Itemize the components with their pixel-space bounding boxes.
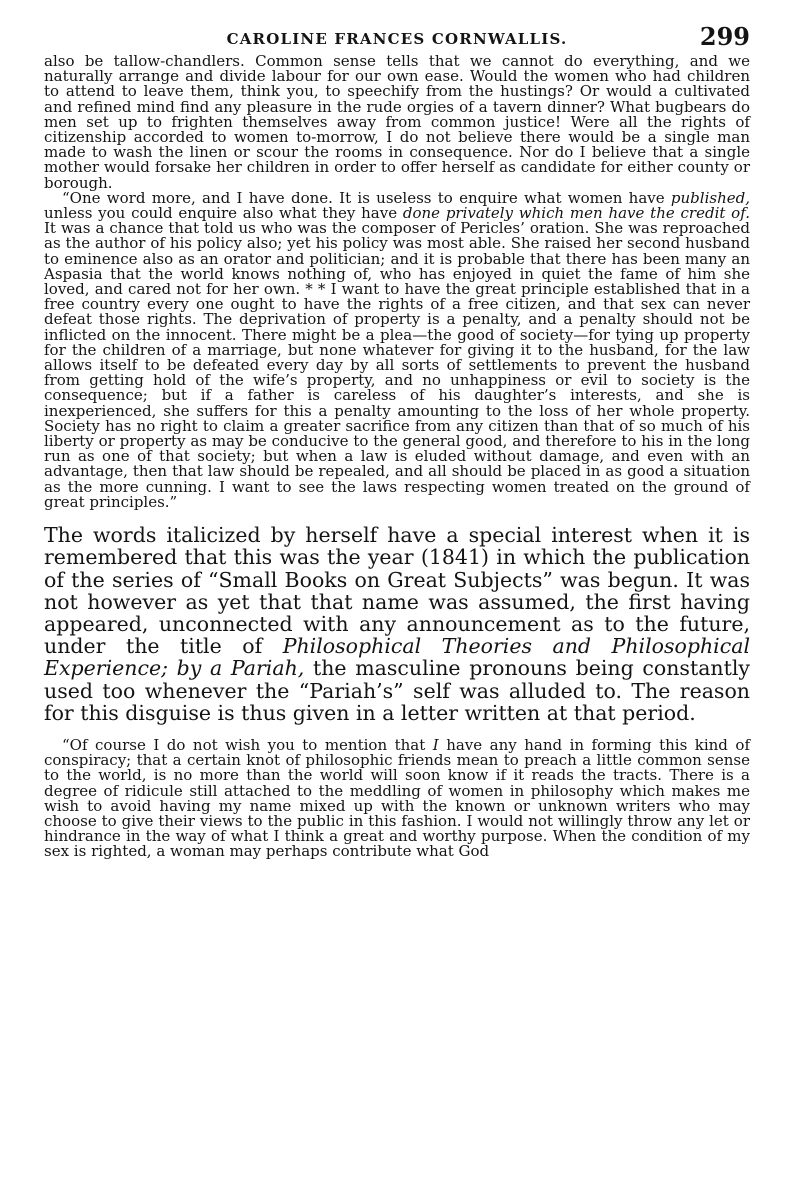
italic-text: done privately which men have the credit of. [402,204,750,223]
quote-text: It was a chance that told us who was the composer of Pericles’ oration. She was reproached as the author of his policy also; yet his policy was most able. She raised her second husband to eminence also as an orator and politician; and it is probable that there has been many an Aspasia that the world knows nothing of, who has enjoyed in quiet the fame of him she loved, and cared not for her own. * * I want to have the great principle established that in a free country every one ought to have the rights of a free citizen, and that sex can never defeat those rights. The deprivation of property is a penalty, and a penalty should not be inflicted on the innocent. There might be a plea—the good of society—for tying up property for the children of a marriage, but none whatever for giving it to the husband, for the law allows itself to be defeated every day by all sorts of settlements to prevent the husband from getting hold of the wife’s property, and no unhappiness or evil to society is the consequence; but if a father is careless of his daughter’s interests, and she is inexperienced, she suffers for this a penalty amounting to the loss of her whole property. Society has no right to claim a greater sacrifice from any citizen than that of so much of his liberty or property as may be conducive to the general good, and therefore to his in the long run as one of that society; but when a law is eluded without damage, and even with an advantage, then that law should be repealed, and all should be placed in as good a situation as the more cunning. I want to see the laws respecting women treated on the ground of great principles.” [44,219,750,511]
quote-text: “One word more, and I have done. It is useless to enquire what women have [62,188,671,207]
quote-text: have any hand in forming this kind of conspiracy; that a certain knot of philosophic friends mean to preach a little common sense to the world, is no more than the world will soon know if it reads the tracts. There is a degree of ridicule still attached to the meddling of women in philosophy which makes me wish to avoid having my name mixed up with the known or unknown writers who may choose to give their views to the public in this fashion. I would not willingly throw any let or hindrance in the way of what I think a great and worthy purpose. When the condition of my sex is righted, a woman may perhaps contribute what God [44,735,750,861]
quoted-letter-2 [44,735,750,861]
body-paragraph [44,524,750,724]
quote-paragraph-1: also be tallow-chandlers. Common sense tells that we cannot do everything, and we naturally arrange and divide labour for our own ease. Would the women who had children to attend to leave them, think you, to speechify from the hustings? Or would a cultivated and refined mind find any pleasure in the rude orgies of a tavern dinner? What bugbears do men set up to frighten themselves away from common justice! Were all the rights of citizenship accorded to women to-morrow, I do not believe there would be a single man made to wash the linen or scour the rooms in consequence. Nor do I believe that a single mother would forsake her children in order to offer herself as candidate for either county or borough. [44,52,750,192]
body-text: the masculine pronouns being constantly used too whenever the “Pariah’s” self was alluded to. The reason for this disguise is thus given in a letter written at that period. [44,656,750,725]
quoted-letter-1 [44,54,750,510]
quote-paragraph [44,735,750,861]
running-head: CAROLINE FRANCES CORNWALLIS. [226,30,568,48]
quote-text: “Of course I do not wish you to mention that [62,735,433,754]
book-page [44,20,750,860]
quote-text: unless you could enquire also what they have [44,204,403,223]
body-text: The words italicized by herself have a special interest when it is remembered that this was the year (1841) in which the publication of the series of “Small Books on Great Subjects” was begun. It was not however as yet that that name was assumed, the first having appeared, unconnected with any announcement as to the future, under the title of [44,523,750,659]
italic-title: Philosophical Theories and Philosophical Experience; by a Pariah, [44,634,750,681]
page-number: 299 [699,22,750,51]
italic-text: I [432,735,439,754]
italic-text: published, [670,188,750,207]
page-header [44,20,750,54]
quote-paragraph-2 [44,188,750,511]
